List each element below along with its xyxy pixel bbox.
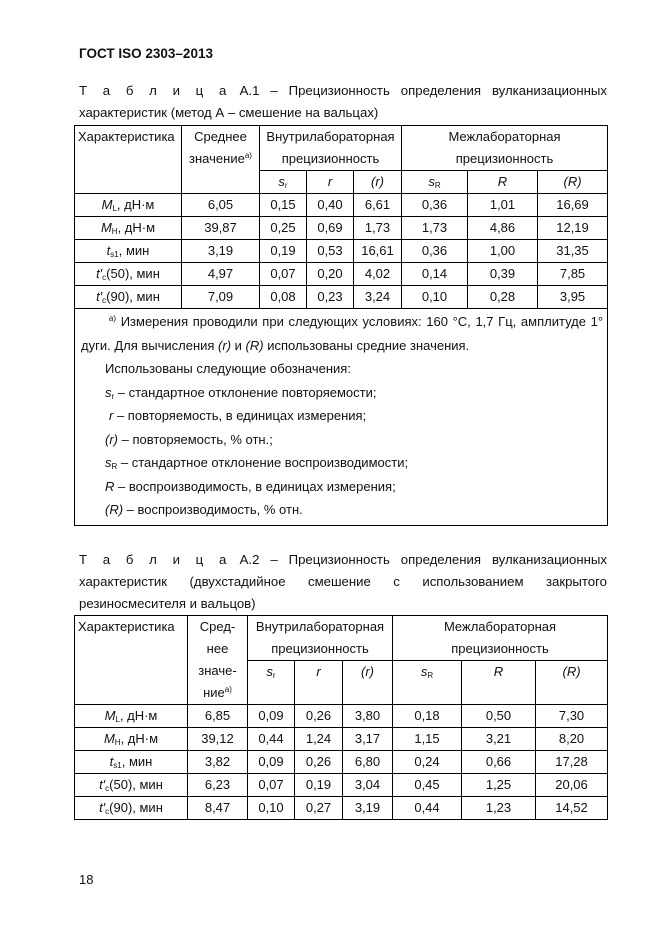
cell-r: 0,53 <box>307 240 354 263</box>
table1-notes <box>75 309 608 526</box>
table2-header-R: R <box>462 661 536 705</box>
cell-mean: 3,82 <box>188 751 248 774</box>
cell-R-rel: 14,52 <box>536 797 608 820</box>
table-row <box>75 263 608 286</box>
cell-R-rel: 7,85 <box>538 263 608 286</box>
table1-header-R: R <box>468 171 538 194</box>
note-def-sr: $s_r$ – стандартное отклонение повторяемости; <box>105 384 377 401</box>
table1-header-sR: $s_R$ <box>402 171 468 194</box>
cell-r-rel: 3,19 <box>343 797 393 820</box>
note-def-sR: $s_R$ – стандартное отклонение воспроизводимости; <box>105 455 409 471</box>
cell-sr: 0,07 <box>248 774 295 797</box>
table1-header-r-rel: (r) <box>354 171 402 194</box>
cell-R: 0,66 <box>462 751 536 774</box>
cell-r: 0,23 <box>307 286 354 309</box>
cell-r: 0,26 <box>295 705 343 728</box>
table1 <box>74 125 608 526</box>
table2-caption-label: Т а б л и ц а <box>79 552 229 567</box>
cell-sr: 0,09 <box>248 705 295 728</box>
cell-R-rel: 20,06 <box>536 774 608 797</box>
table1-header-interlab: Межлабораторная прецизионность <box>402 126 608 171</box>
note-def-r: r – повторяемость, в единицах измерения; <box>109 408 367 423</box>
note-def-R-rel: (R) – воспроизводимость, % отн. <box>105 502 303 517</box>
table-row <box>75 240 608 263</box>
table-row <box>75 728 608 751</box>
cell-R-rel: 7,30 <box>536 705 608 728</box>
cell-r-rel: 3,24 <box>354 286 402 309</box>
table1-caption <box>79 80 607 124</box>
row-characteristic: $M_H$, дН·м <box>75 217 182 240</box>
table1-header-sr: $s_r$ <box>260 171 307 194</box>
cell-R: 1,00 <box>468 240 538 263</box>
table-row <box>75 705 608 728</box>
cell-sr: 0,44 <box>248 728 295 751</box>
cell-sR: 0,18 <box>393 705 462 728</box>
cell-mean: 8,47 <box>188 797 248 820</box>
table1-header-mean: Среднее значение$^{а)}$ <box>182 126 260 194</box>
cell-R-rel: 17,28 <box>536 751 608 774</box>
cell-R-rel: 12,19 <box>538 217 608 240</box>
row-characteristic: $t_{s1}$, мин <box>75 751 188 774</box>
note-def-r-rel: (r) – повторяемость, % отн.; <box>105 431 273 447</box>
table1-header-characteristic: Характеристика <box>75 126 182 194</box>
table2-header-mean: Сред- нее значе- ние$^{а)}$ <box>188 616 248 705</box>
cell-r: 0,40 <box>307 194 354 217</box>
table2-header-sR: $s_R$ <box>393 661 462 705</box>
cell-r-rel: 3,80 <box>343 705 393 728</box>
cell-R-rel: 3,95 <box>538 286 608 309</box>
row-characteristic: $M_L$, дН·м <box>75 705 188 728</box>
cell-R: 0,39 <box>468 263 538 286</box>
row-characteristic: $M_L$, дН·м <box>75 194 182 217</box>
cell-R: 0,50 <box>462 705 536 728</box>
cell-sr: 0,15 <box>260 194 307 217</box>
table2-caption-text: А.2 – Прецизионность определения вулканизационных характеристик (двухстадийное смешение с использованием закрытого резиносмесителя и вальцов) <box>79 552 607 611</box>
table-row <box>75 751 608 774</box>
cell-r: 0,19 <box>295 774 343 797</box>
table-row <box>75 774 608 797</box>
table2-header-r-rel: (r) <box>343 661 393 705</box>
cell-mean: 39,87 <box>182 217 260 240</box>
cell-r-rel: 1,73 <box>354 217 402 240</box>
cell-R-rel: 16,69 <box>538 194 608 217</box>
table2 <box>74 615 608 820</box>
cell-mean: 39,12 <box>188 728 248 751</box>
cell-R: 1,01 <box>468 194 538 217</box>
cell-mean: 6,23 <box>188 774 248 797</box>
cell-sr: 0,09 <box>248 751 295 774</box>
table2-caption <box>79 549 607 615</box>
table-row <box>75 286 608 309</box>
cell-sR: 0,24 <box>393 751 462 774</box>
cell-r-rel: 6,80 <box>343 751 393 774</box>
cell-sR: 0,44 <box>393 797 462 820</box>
cell-R: 1,23 <box>462 797 536 820</box>
cell-R-rel: 8,20 <box>536 728 608 751</box>
note-a: $^{а)}$ Измерения проводили при следующих условиях: 160 °С, 1,7 Гц, амплитуде 1° дуги. Для вычисления (r) и (R) использованы средние значения. <box>81 314 604 353</box>
cell-sR: 0,36 <box>402 194 468 217</box>
row-characteristic: $t_{s1}$, мин <box>75 240 182 263</box>
table2-header-intralab: Внутрилабораторная прецизионность <box>248 616 393 661</box>
cell-sR: 1,15 <box>393 728 462 751</box>
table-row <box>75 797 608 820</box>
table1-notes-row <box>75 309 608 526</box>
table2-header-characteristic: Характеристика <box>75 616 188 705</box>
table2-header-R-rel: (R) <box>536 661 608 705</box>
cell-R: 1,25 <box>462 774 536 797</box>
table2-header-row <box>75 616 608 661</box>
cell-sr: 0,10 <box>248 797 295 820</box>
cell-mean: 6,05 <box>182 194 260 217</box>
table1-header-intralab: Внутрилабораторная прецизионность <box>260 126 402 171</box>
cell-R: 4,86 <box>468 217 538 240</box>
table1-header-R-rel: (R) <box>538 171 608 194</box>
cell-sR: 0,45 <box>393 774 462 797</box>
cell-r-rel: 3,04 <box>343 774 393 797</box>
cell-R: 3,21 <box>462 728 536 751</box>
cell-r-rel: 3,17 <box>343 728 393 751</box>
table-row <box>75 194 608 217</box>
cell-r: 0,69 <box>307 217 354 240</box>
row-characteristic: $t'_c(50)$, мин <box>75 263 182 286</box>
cell-mean: 6,85 <box>188 705 248 728</box>
row-characteristic: $t'_c(90)$, мин <box>75 286 182 309</box>
table2-header-interlab: Межлабораторная прецизионность <box>393 616 608 661</box>
table1-header-row <box>75 126 608 171</box>
cell-sR: 0,14 <box>402 263 468 286</box>
cell-r: 0,20 <box>307 263 354 286</box>
cell-sr: 0,08 <box>260 286 307 309</box>
document-header: ГОСТ ISO 2303–2013 <box>79 46 213 61</box>
note-def-R: R – воспроизводимость, в единицах измерения; <box>105 478 396 494</box>
cell-R-rel: 31,35 <box>538 240 608 263</box>
cell-r: 1,24 <box>295 728 343 751</box>
cell-sr: 0,07 <box>260 263 307 286</box>
page-number: 18 <box>79 872 94 887</box>
cell-mean: 4,97 <box>182 263 260 286</box>
table-row <box>75 217 608 240</box>
cell-R: 0,28 <box>468 286 538 309</box>
table1-caption-text: А.1 – Прецизионность определения вулканизационных характеристик (метод А – смешение на вальцах) <box>79 83 607 120</box>
cell-r: 0,27 <box>295 797 343 820</box>
cell-sr: 0,25 <box>260 217 307 240</box>
cell-sR: 1,73 <box>402 217 468 240</box>
cell-r: 0,26 <box>295 751 343 774</box>
cell-r-rel: 6,61 <box>354 194 402 217</box>
cell-sR: 0,10 <box>402 286 468 309</box>
table2-header-r: r <box>295 661 343 705</box>
cell-r-rel: 16,61 <box>354 240 402 263</box>
table1-header-r: r <box>307 171 354 194</box>
table1-caption-label: Т а б л и ц а <box>79 83 229 98</box>
cell-mean: 3,19 <box>182 240 260 263</box>
cell-r-rel: 4,02 <box>354 263 402 286</box>
row-characteristic: $t'_c(90)$, мин <box>75 797 188 820</box>
row-characteristic: $M_H$, дН·м <box>75 728 188 751</box>
cell-sr: 0,19 <box>260 240 307 263</box>
note-intro: Использованы следующие обозначения: <box>105 361 351 376</box>
table2-header-sr: $s_r$ <box>248 661 295 705</box>
cell-mean: 7,09 <box>182 286 260 309</box>
row-characteristic: $t'_c(50)$, мин <box>75 774 188 797</box>
cell-sR: 0,36 <box>402 240 468 263</box>
